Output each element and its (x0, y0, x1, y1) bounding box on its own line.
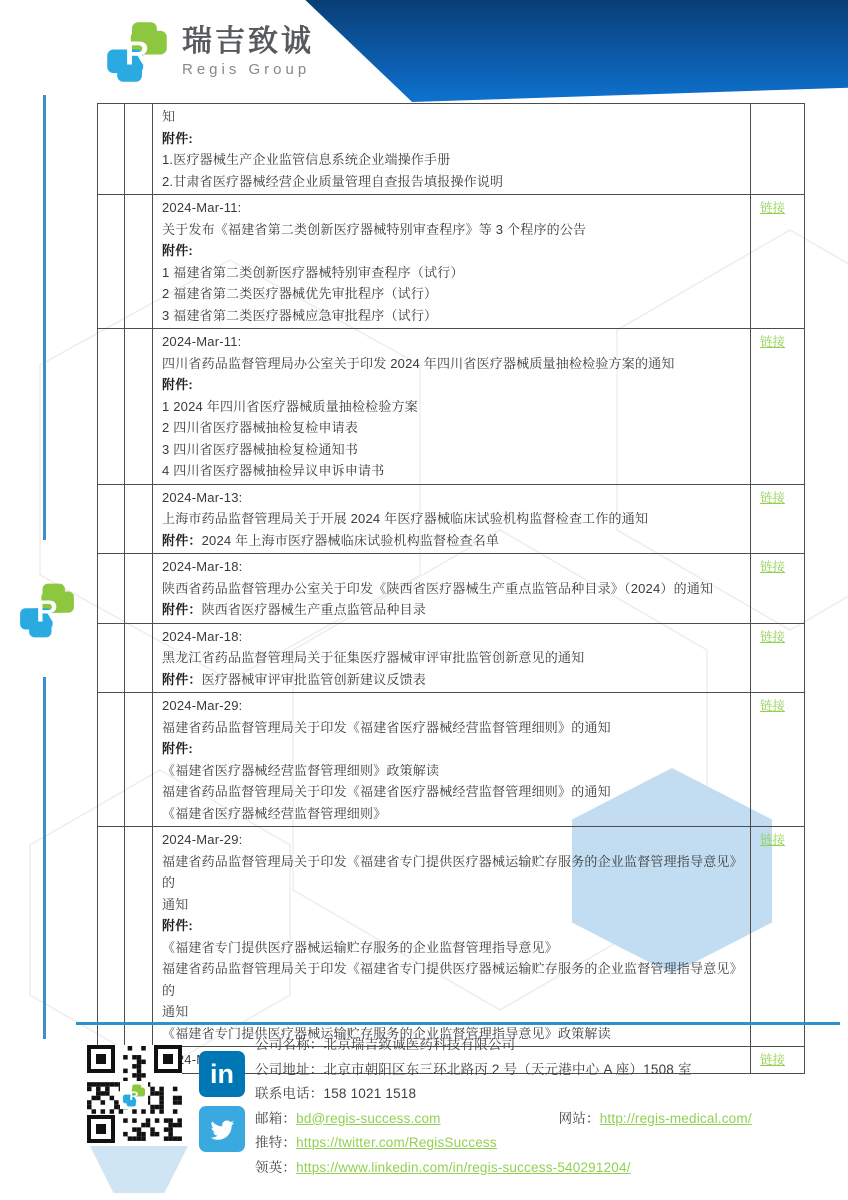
notice-text-line: 2024-Mar-18: (162, 628, 243, 644)
notice-content-cell (153, 485, 751, 554)
notice-text-line: 四川省药品监督管理局办公室关于印发 2024 年四川省医疗器械质量抽检检验方案的通知 (162, 355, 675, 371)
notice-text-line: 知 (162, 109, 176, 124)
twitter-label: 推特： (255, 1135, 297, 1150)
notice-content-cell (153, 195, 751, 328)
qr-center-logo (120, 1081, 148, 1109)
notice-content-cell (153, 624, 751, 693)
notice-text-line: 2024-Mar-13: (162, 489, 243, 505)
row-index-cell (98, 329, 125, 484)
notice-text-line: 附件：2024 年上海市医疗器械临床试验机构监督检查名单 (162, 532, 500, 548)
notice-text-line: 附件：医疗器械审评审批监管创新建议反馈表 (162, 671, 427, 687)
notice-content-cell (153, 693, 751, 826)
company-name-line: 公司名称：北京瑞吉致诚医药科技有限公司 (255, 1037, 516, 1052)
link-cell (751, 485, 804, 554)
notice-text-line: 附件：陕西省医疗器械生产重点监管品种目录 (162, 602, 427, 617)
regis-logo-icon (104, 21, 170, 83)
row-index-cell (98, 104, 125, 194)
notice-text-line: 附件: (162, 130, 193, 146)
notice-text-line: 通知 (162, 896, 189, 912)
notice-text-line: 1 2024 年四川省医疗器械质量抽检检验方案 (162, 398, 418, 414)
linkedin-line (255, 1156, 752, 1181)
left-accent-line-top (43, 95, 46, 540)
row-index-cell-2 (125, 624, 153, 693)
footer-contact-block (255, 1033, 752, 1180)
table-row (98, 623, 804, 693)
table-row (98, 104, 804, 194)
notice-link[interactable]: 链接 (760, 629, 786, 644)
notice-text-line: 《福建省专门提供医疗器械运输贮存服务的企业监督管理指导意见》 (162, 939, 559, 955)
row-index-cell-2 (125, 827, 153, 1046)
email-website-line (255, 1107, 752, 1132)
notice-link[interactable]: 链接 (760, 560, 786, 574)
notice-text-line: 附件: (162, 918, 193, 933)
notice-text-line: 《福建省医疗器械经营监督管理细则》 (162, 805, 387, 821)
notice-text-line: 附件: (162, 243, 193, 258)
link-cell (751, 693, 804, 826)
row-index-cell-2 (125, 485, 153, 554)
notice-content-cell (153, 554, 751, 623)
notice-link[interactable]: 链接 (760, 1053, 786, 1067)
linkedin-icon[interactable] (199, 1051, 245, 1097)
table-row (98, 553, 804, 623)
link-cell (751, 329, 804, 484)
notice-text-line: 福建省药品监督管理局关于印发《福建省医疗器械经营监督管理细则》的通知 (162, 719, 611, 735)
twitter-link[interactable]: https://twitter.com/RegisSuccess (296, 1135, 497, 1150)
notice-text-line: 3 福建省第二类医疗器械应急审批程序（试行） (162, 307, 438, 323)
notice-text-line: 福建省药品监督管理局关于印发《福建省专门提供医疗器械运输贮存服务的企业监督管理指导意见》的 (162, 961, 737, 998)
website-link[interactable]: http://regis-medical.com/ (599, 1110, 752, 1126)
notice-text-line: 1.医疗器械生产企业监管信息系统企业端操作手册 (162, 152, 451, 167)
notice-link[interactable]: 链接 (760, 490, 786, 505)
table-row (98, 484, 804, 554)
linkedin-label: 领英： (255, 1159, 297, 1175)
notice-table (97, 103, 805, 1074)
row-index-cell-2 (125, 195, 153, 328)
notice-text-line: 《福建省专门提供医疗器械运输贮存服务的企业监督管理指导意见》政策解读 (162, 1025, 611, 1041)
link-cell (751, 554, 804, 623)
brand-logo (104, 21, 314, 83)
row-index-cell (98, 554, 125, 623)
notice-text-line: 2 四川省医疗器械抽检复检申请表 (162, 420, 359, 435)
svg-text:R: R (36, 595, 58, 629)
notice-text-line: 福建省药品监督管理局关于印发《福建省专门提供医疗器械运输贮存服务的企业监督管理指导意见》的 (162, 853, 737, 890)
notice-text-line: 4 四川省医疗器械抽检异议申诉申请书 (162, 463, 385, 478)
notice-content-cell (153, 827, 751, 1046)
notice-text-line: 关于发布《福建省第二类创新医疗器械特别审查程序》等 3 个程序的公告 (162, 221, 587, 237)
notice-text-line: 黑龙江省药品监督管理局关于征集医疗器械审评审批监管创新意见的通知 (162, 650, 585, 665)
notice-text-line: 附件: (162, 741, 193, 756)
notice-link[interactable]: 链接 (760, 201, 786, 215)
email-link[interactable]: bd@regis-success.com (296, 1110, 441, 1126)
company-address-line: 公司地址：北京市朝阳区东三环北路丙 2 号（天元港中心 A 座）1508 室 (255, 1061, 692, 1077)
notice-content-cell (153, 104, 751, 194)
notice-text-line: 2024-Mar-18: (162, 559, 243, 574)
notice-text-line: 上海市药品监督管理局关于开展 2024 年医疗器械临床试验机构监督检查工作的通知 (162, 511, 649, 526)
notice-text-line: 附件: (162, 377, 193, 392)
notice-text-line: 陕西省药品监督管理办公室关于印发《陕西省医疗器械生产重点监管品种目录》（2024）的通知 (162, 580, 714, 596)
row-index-cell (98, 693, 125, 826)
table-row (98, 692, 804, 826)
table-row (98, 328, 804, 484)
twitter-bird-glyph (207, 1114, 237, 1144)
notice-text-line: 2024-Mar-29: (162, 832, 243, 847)
notice-text-line: 2 福建省第二类医疗器械优先审批程序（试行） (162, 286, 438, 301)
linkedin-icon-glyph: in (210, 1058, 234, 1089)
notice-content-cell (153, 329, 751, 484)
notice-text-line: 福建省药品监督管理局关于印发《福建省医疗器械经营监督管理细则》的通知 (162, 784, 611, 799)
svg-text:R: R (124, 35, 150, 73)
linkedin-link[interactable]: https://www.linkedin.com/in/regis-success-540291204/ (296, 1159, 631, 1175)
row-index-cell-2 (125, 554, 153, 623)
footer-divider-line (76, 1022, 840, 1025)
notice-link[interactable]: 链接 (760, 335, 786, 349)
website-label: 网站： (558, 1110, 600, 1126)
notice-text-line: 3 四川省医疗器械抽检复检通知书 (162, 441, 359, 457)
notice-text-line: 2024-Mar-11: (162, 200, 242, 215)
notice-text-line: 1 福建省第二类创新医疗器械特别审查程序（试行） (162, 264, 464, 280)
row-index-cell (98, 827, 125, 1046)
twitter-line (255, 1131, 752, 1156)
notice-text-line: 2024-Mar-29: (162, 698, 243, 713)
link-cell (751, 1047, 804, 1073)
notice-text-line: 通知 (162, 1004, 189, 1019)
row-index-cell (98, 195, 125, 328)
row-index-cell (98, 485, 125, 554)
row-index-cell (98, 624, 125, 693)
phone-line: 联系电话：158 1021 1518 (255, 1086, 417, 1101)
table-row (98, 826, 804, 1046)
notice-link[interactable]: 链接 (760, 699, 786, 713)
brand-name-en: Regis Group (182, 61, 311, 78)
row-index-cell-2 (125, 104, 153, 194)
margin-logo-icon (19, 580, 75, 641)
brand-name-cn: 瑞吉致诚 (182, 25, 314, 58)
table-row (98, 194, 804, 328)
notice-text-line: 《福建省医疗器械经营监督管理细则》政策解读 (162, 762, 440, 778)
notice-text-line: 2024-Mar-11: (162, 334, 242, 349)
left-accent-line-bottom (43, 677, 46, 1039)
row-index-cell-2 (125, 329, 153, 484)
svg-text:R: R (129, 1088, 139, 1103)
notice-text-line: 2.甘肃省医疗器械经营企业质量管理自查报告填报操作说明 (162, 173, 504, 189)
notice-link[interactable]: 链接 (760, 833, 786, 847)
link-cell (751, 624, 804, 693)
link-cell (751, 827, 804, 1046)
link-cell (751, 195, 804, 328)
link-cell (751, 104, 804, 194)
row-index-cell-2 (125, 693, 153, 826)
email-label: 邮箱： (255, 1110, 297, 1126)
twitter-icon[interactable] (199, 1106, 245, 1152)
